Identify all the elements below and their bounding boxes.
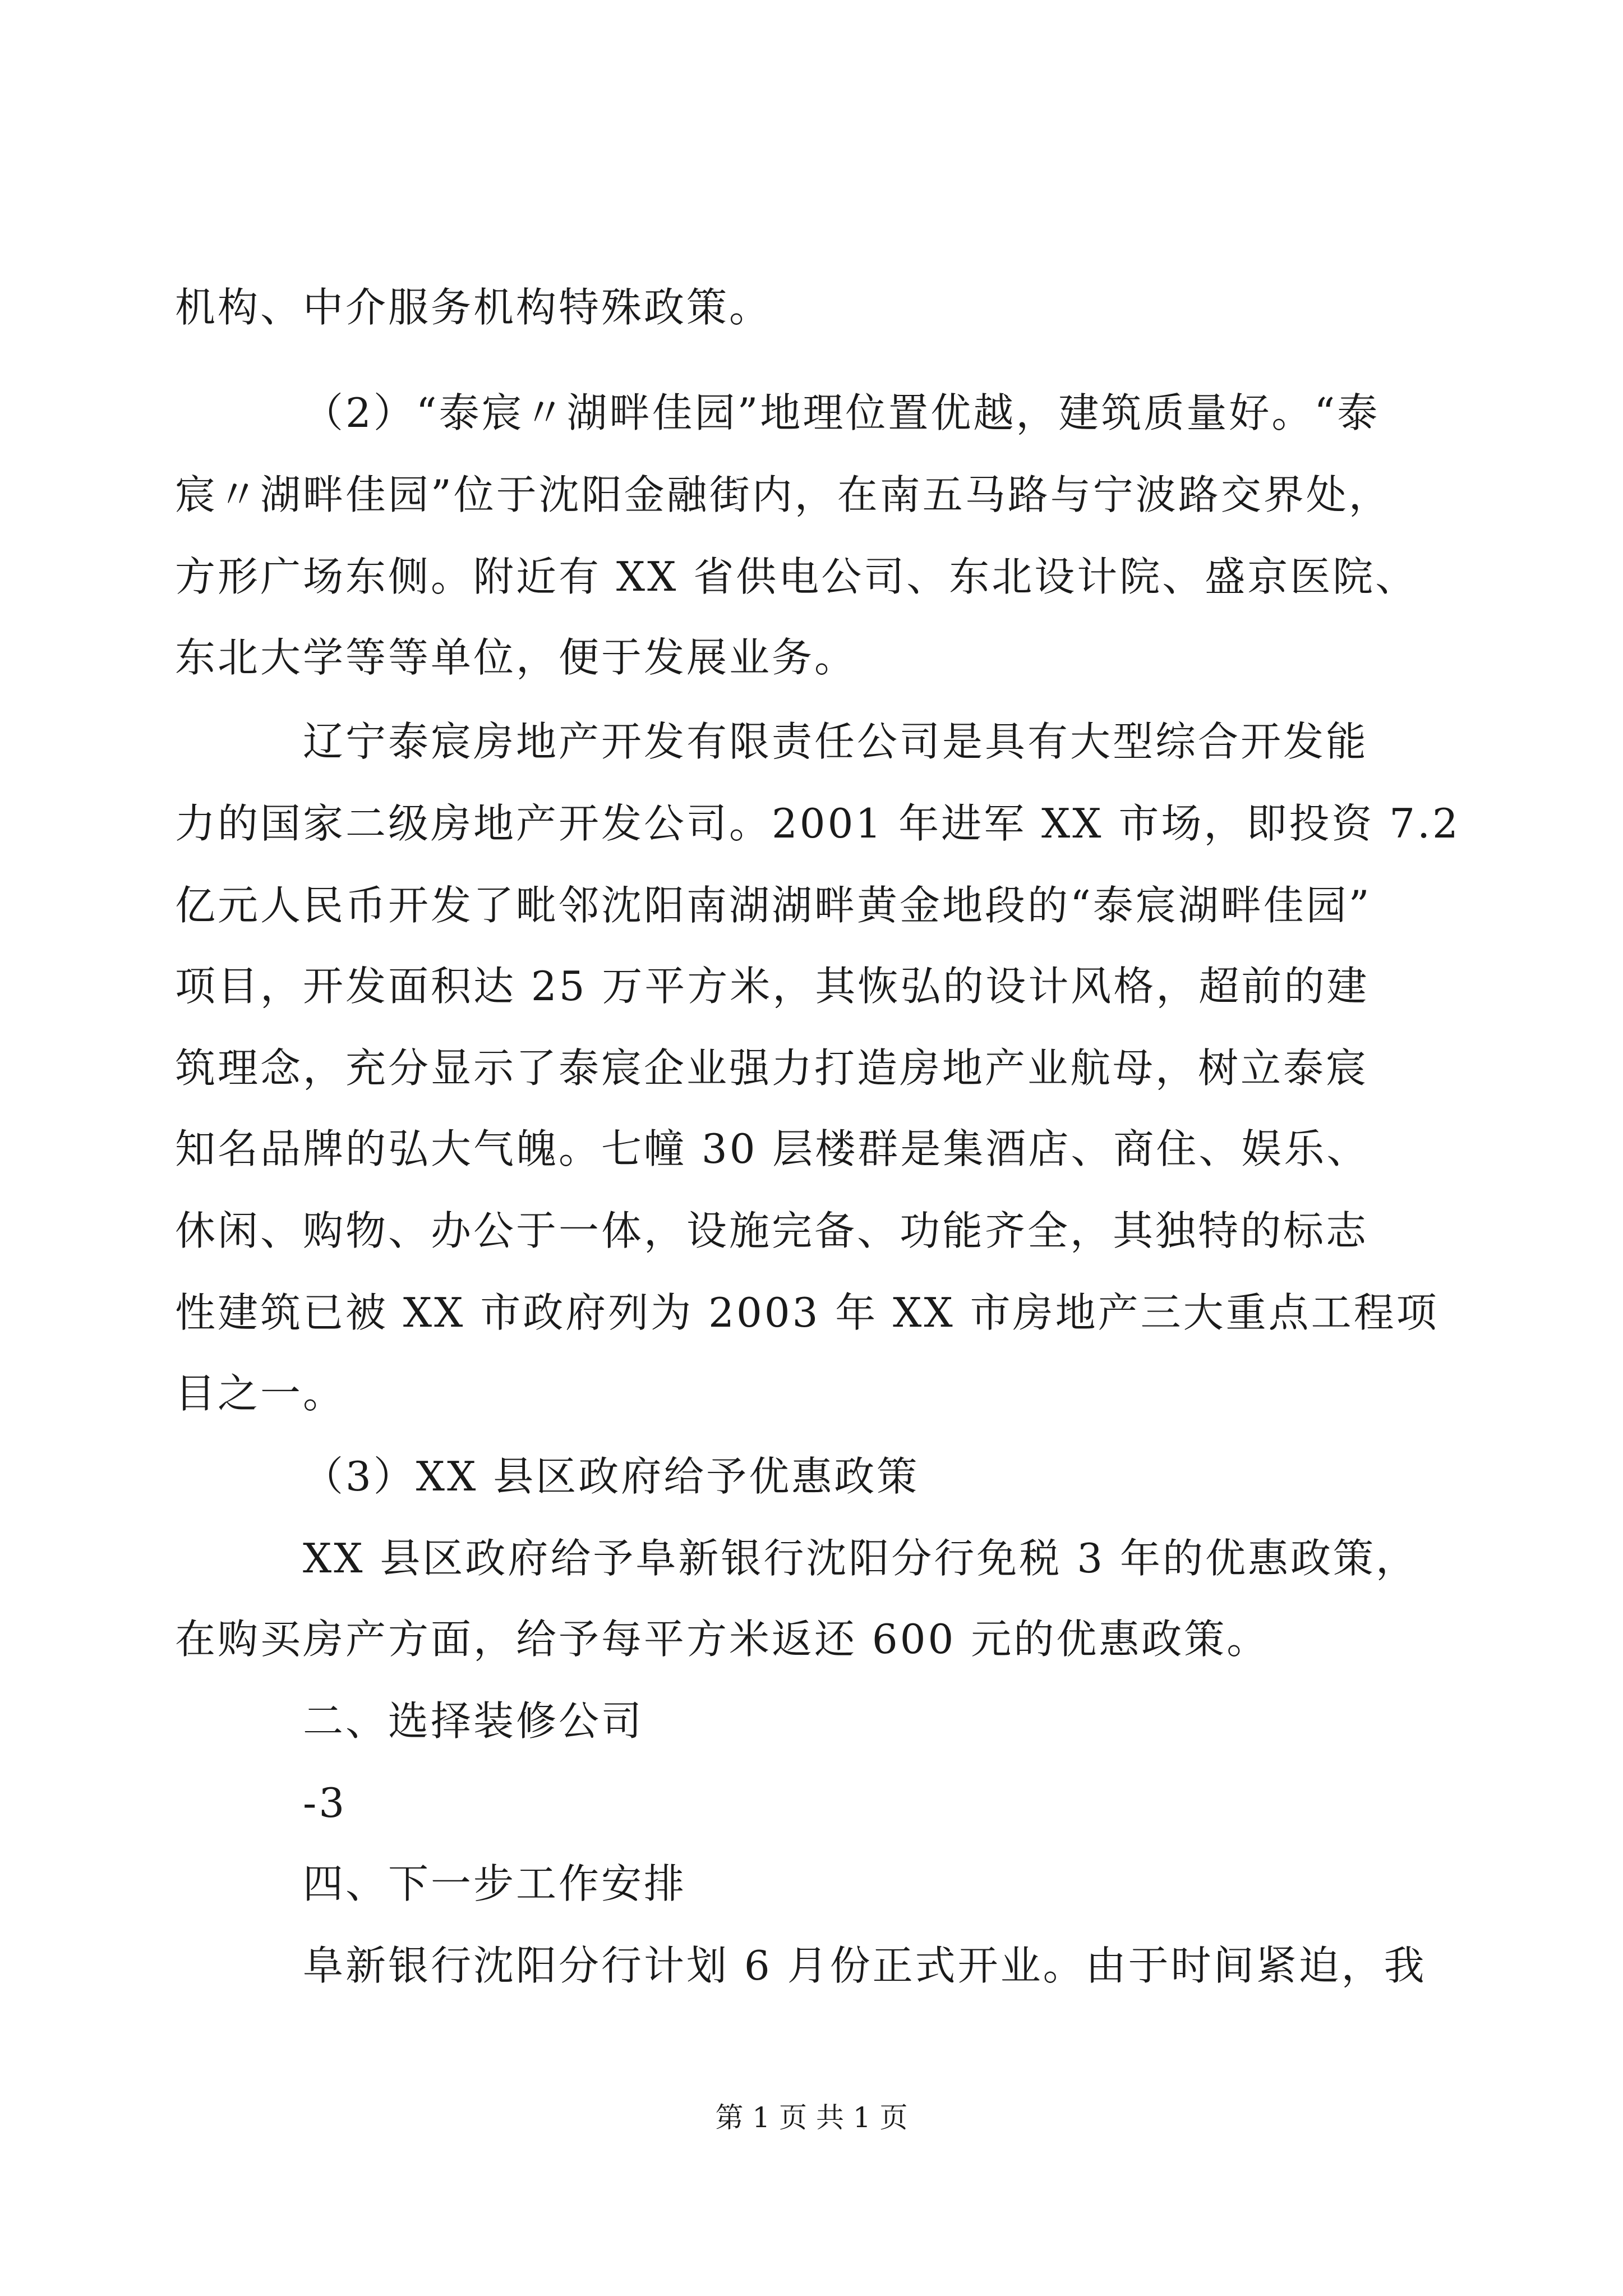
text-line-9: 项目，开发面积达 25 万平方米，其恢弘的设计风格，超前的建	[175, 963, 1370, 1010]
text-line-2: （2）“泰宸〃湖畔佳园”地理位置优越，建筑质量好。“泰	[303, 389, 1380, 436]
page-number-footer: 第 1 页 共 1 页	[715, 2101, 908, 2134]
text-line-13: 性建筑已被 XX 市政府列为 2003 年 XX 市房地产三大重点工程项	[175, 1289, 1439, 1336]
text-line-11: 知名品牌的弘大气魄。七幢 30 层楼群是集酒店、商住、娱乐、	[175, 1125, 1370, 1172]
text-line-18: 二、选择装修公司	[303, 1697, 644, 1745]
text-line-4: 方形广场东侧。附近有 XX 省供电公司、东北设计院、盛京医院、	[175, 553, 1418, 600]
text-line-20: 四、下一步工作安排	[303, 1860, 687, 1907]
text-line-16: XX 县区政府给予阜新银行沈阳分行免税 3 年的优惠政策，	[303, 1535, 1418, 1582]
text-line-21: 阜新银行沈阳分行计划 6 月份正式开业。由于时间紧迫，我	[303, 1942, 1427, 1989]
text-line-17: 在购买房产方面，给予每平方米返还 600 元的优惠政策。	[175, 1616, 1270, 1663]
text-line-3: 宸〃湖畔佳园”位于沈阳金融街内，在南五马路与宁波路交界处，	[175, 471, 1391, 518]
text-line-5: 东北大学等等单位，便于发展业务。	[175, 634, 857, 681]
text-line-15: （3）XX 县区政府给予优惠政策	[303, 1453, 920, 1500]
text-line-8: 亿元人民币开发了毗邻沈阳南湖湖畔黄金地段的“泰宸湖畔佳园”	[175, 882, 1372, 929]
text-line-14: 目之一。	[175, 1370, 346, 1417]
text-line-6: 辽宁泰宸房地产开发有限责任公司是具有大型综合开发能	[303, 718, 1369, 765]
text-line-7: 力的国家二级房地产开发公司。2001 年进军 XX 市场，即投资 7.2	[175, 800, 1460, 847]
text-line-1: 机构、中介服务机构特殊政策。	[175, 284, 772, 331]
text-line-10: 筑理念，充分显示了泰宸企业强力打造房地产业航母，树立泰宸	[175, 1045, 1369, 1092]
text-line-19: -3	[303, 1779, 347, 1826]
text-line-12: 休闲、购物、办公于一体，设施完备、功能齐全，其独特的标志	[175, 1207, 1369, 1254]
